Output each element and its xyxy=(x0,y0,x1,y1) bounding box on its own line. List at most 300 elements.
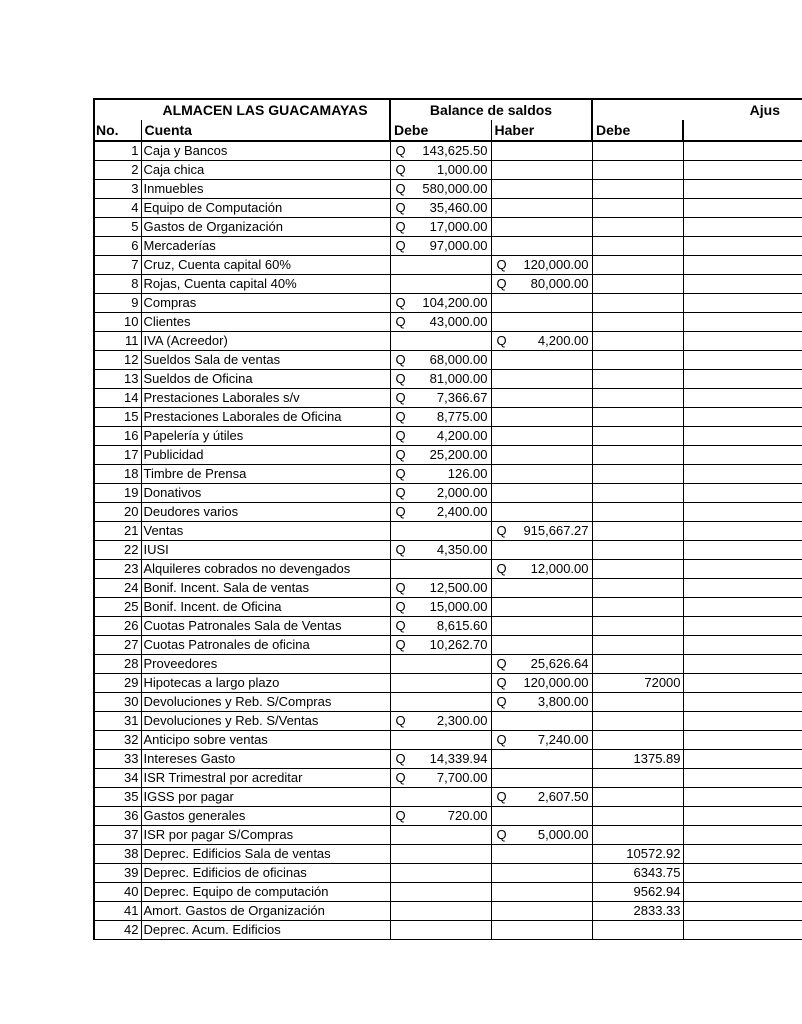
cell-debe[interactable] xyxy=(390,579,491,598)
cell-debe[interactable] xyxy=(390,902,491,921)
cell-cuenta[interactable]: ISR Trimestral por acreditar xyxy=(141,769,390,788)
cell-haber[interactable] xyxy=(491,408,592,427)
cell-adj-debe[interactable]: 10572.92 xyxy=(592,845,683,864)
spreadsheet xyxy=(93,98,781,956)
cell-haber[interactable] xyxy=(491,484,592,503)
cell-debe[interactable] xyxy=(390,465,491,484)
cell-cuenta[interactable]: Caja y Bancos xyxy=(141,141,390,161)
table-row xyxy=(94,598,802,617)
table-row xyxy=(94,674,802,693)
cell-debe[interactable] xyxy=(390,351,491,370)
cell-no[interactable]: 23 xyxy=(94,560,141,579)
cell-no[interactable]: 39 xyxy=(94,864,141,883)
cell-haber[interactable] xyxy=(491,389,592,408)
cell-adj-haber[interactable] xyxy=(683,180,802,199)
cell-haber[interactable] xyxy=(491,921,592,940)
cell-debe[interactable] xyxy=(390,560,491,579)
cell-cuenta[interactable]: Anticipo sobre ventas xyxy=(141,731,390,750)
cell-adj-debe[interactable] xyxy=(592,826,683,845)
table-row xyxy=(94,141,802,161)
cell-cuenta[interactable]: Clientes xyxy=(141,313,390,332)
cell-no[interactable]: 37 xyxy=(94,826,141,845)
cell-debe[interactable] xyxy=(390,864,491,883)
cell-debe[interactable] xyxy=(390,180,491,199)
cell-debe[interactable] xyxy=(390,845,491,864)
currency-symbol: Q xyxy=(395,751,406,766)
cell-adj-haber[interactable] xyxy=(683,218,802,237)
col-header-cuenta[interactable]: Cuenta xyxy=(141,120,390,141)
cell-adj-haber[interactable] xyxy=(683,921,802,940)
currency-symbol: Q xyxy=(395,162,406,177)
cell-cuenta[interactable]: Prestaciones Laborales de Oficina xyxy=(141,408,390,427)
cell-cuenta[interactable]: Inmuebles xyxy=(141,180,390,199)
cell-debe[interactable] xyxy=(390,731,491,750)
cell-adj-haber[interactable] xyxy=(683,655,802,674)
cell-haber[interactable] xyxy=(491,446,592,465)
cell-adj-haber[interactable] xyxy=(683,750,802,769)
currency-symbol: Q xyxy=(496,276,507,291)
cell-no[interactable]: 11 xyxy=(94,332,141,351)
cell-adj-debe[interactable] xyxy=(592,769,683,788)
currency-symbol: Q xyxy=(496,523,507,538)
cell-adj-debe[interactable] xyxy=(592,370,683,389)
cell-no[interactable]: 30 xyxy=(94,693,141,712)
cell-debe[interactable] xyxy=(390,522,491,541)
amount-value: 120,000.00 xyxy=(523,257,589,272)
cell-adj-haber[interactable] xyxy=(683,579,802,598)
cell-adj-debe[interactable]: 2833.33 xyxy=(592,902,683,921)
cell-adj-haber[interactable] xyxy=(683,161,802,180)
cell-cuenta[interactable]: Alquileres cobrados no devengados xyxy=(141,560,390,579)
table-row xyxy=(94,351,802,370)
cell-cuenta[interactable]: Papelería y útiles xyxy=(141,427,390,446)
currency-symbol: Q xyxy=(395,390,406,405)
cell-no[interactable]: 38 xyxy=(94,845,141,864)
amount-value: 580,000.00 xyxy=(422,181,488,196)
cell-haber[interactable] xyxy=(491,579,592,598)
col-header-adj-haber[interactable] xyxy=(683,120,802,141)
cell-no[interactable]: 21 xyxy=(94,522,141,541)
cell-adj-debe[interactable] xyxy=(592,503,683,522)
cell-cuenta[interactable]: Bonif. Incent. de Oficina xyxy=(141,598,390,617)
ajustes-group-header[interactable]: Ajus xyxy=(592,99,802,120)
cell-adj-debe[interactable] xyxy=(592,560,683,579)
cell-no[interactable]: 25 xyxy=(94,598,141,617)
cell-adj-debe[interactable] xyxy=(592,484,683,503)
cell-cuenta[interactable]: Mercaderías xyxy=(141,237,390,256)
cell-haber[interactable] xyxy=(491,598,592,617)
amount-value: 4,200.00 xyxy=(537,333,589,348)
cell-adj-debe[interactable] xyxy=(592,522,683,541)
cell-haber[interactable] xyxy=(491,845,592,864)
cell-haber[interactable] xyxy=(491,750,592,769)
cell-adj-debe[interactable] xyxy=(592,313,683,332)
cell-debe[interactable] xyxy=(390,826,491,845)
company-title[interactable]: ALMACEN LAS GUACAMAYAS xyxy=(141,99,390,120)
col-header-no[interactable]: No. xyxy=(94,120,141,141)
cell-haber[interactable] xyxy=(491,370,592,389)
cell-cuenta[interactable]: ISR por pagar S/Compras xyxy=(141,826,390,845)
cell-cuenta[interactable]: Deprec. Acum. Edificios xyxy=(141,921,390,940)
table-row xyxy=(94,731,802,750)
cell-haber[interactable] xyxy=(491,332,592,351)
cell-adj-debe[interactable] xyxy=(592,351,683,370)
cell-debe[interactable] xyxy=(390,389,491,408)
cell-haber[interactable] xyxy=(491,199,592,218)
currency-symbol: Q xyxy=(395,295,406,310)
amount-value: 2,000.00 xyxy=(436,485,488,500)
cell-adj-haber[interactable] xyxy=(683,826,802,845)
cell-adj-haber[interactable] xyxy=(683,807,802,826)
cell-haber[interactable] xyxy=(491,313,592,332)
header-row-2 xyxy=(94,120,802,141)
cell-adj-debe[interactable] xyxy=(592,655,683,674)
cell-haber[interactable] xyxy=(491,503,592,522)
cell-adj-haber[interactable] xyxy=(683,712,802,731)
cell-cuenta[interactable]: Sueldos Sala de ventas xyxy=(141,351,390,370)
cell-no[interactable]: 24 xyxy=(94,579,141,598)
cell-haber[interactable] xyxy=(491,807,592,826)
cell-haber[interactable] xyxy=(491,636,592,655)
cell-cuenta[interactable]: IGSS por pagar xyxy=(141,788,390,807)
cell-adj-debe[interactable] xyxy=(592,465,683,484)
cell-debe[interactable] xyxy=(390,484,491,503)
amount-value: 15,000.00 xyxy=(429,599,488,614)
cell-debe[interactable] xyxy=(390,218,491,237)
table-row xyxy=(94,864,802,883)
cell-adj-debe[interactable] xyxy=(592,541,683,560)
cell-cuenta[interactable]: Donativos xyxy=(141,484,390,503)
cell-cuenta[interactable]: Equipo de Computación xyxy=(141,199,390,218)
table-row xyxy=(94,712,802,731)
cell-cuenta[interactable]: Cuotas Patronales Sala de Ventas xyxy=(141,617,390,636)
cell-haber[interactable] xyxy=(491,826,592,845)
cell-adj-debe[interactable] xyxy=(592,199,683,218)
cell-no[interactable]: 10 xyxy=(94,313,141,332)
cell-adj-debe[interactable] xyxy=(592,389,683,408)
cell-no[interactable]: 20 xyxy=(94,503,141,522)
cell-no[interactable]: 40 xyxy=(94,883,141,902)
cell-debe[interactable] xyxy=(390,712,491,731)
cell-no[interactable]: 42 xyxy=(94,921,141,940)
cell-adj-haber[interactable] xyxy=(683,370,802,389)
cell-debe[interactable] xyxy=(390,408,491,427)
cell-adj-haber[interactable] xyxy=(683,617,802,636)
currency-symbol: Q xyxy=(395,409,406,424)
cell-haber[interactable] xyxy=(491,560,592,579)
cell-debe[interactable] xyxy=(390,655,491,674)
cell-adj-haber[interactable] xyxy=(683,141,802,161)
cell-haber[interactable] xyxy=(491,427,592,446)
cell-debe[interactable] xyxy=(390,788,491,807)
cell-debe[interactable] xyxy=(390,636,491,655)
cell-debe[interactable] xyxy=(390,769,491,788)
cell-adj-debe[interactable] xyxy=(592,180,683,199)
cell-adj-haber[interactable] xyxy=(683,560,802,579)
cell-cuenta[interactable]: Timbre de Prensa xyxy=(141,465,390,484)
cell-debe[interactable] xyxy=(390,199,491,218)
cell-adj-debe[interactable]: 1375.89 xyxy=(592,750,683,769)
cell-cuenta[interactable]: Deprec. Equipo de computación xyxy=(141,883,390,902)
cell-no[interactable]: 33 xyxy=(94,750,141,769)
cell-no[interactable]: 15 xyxy=(94,408,141,427)
cell-no[interactable]: 17 xyxy=(94,446,141,465)
cell-haber[interactable] xyxy=(491,788,592,807)
cell-debe[interactable] xyxy=(390,598,491,617)
cell-debe[interactable] xyxy=(390,693,491,712)
cell-cuenta[interactable]: Deprec. Edificios Sala de ventas xyxy=(141,845,390,864)
cell-adj-haber[interactable] xyxy=(683,389,802,408)
cell-no[interactable]: 12 xyxy=(94,351,141,370)
cell-haber[interactable] xyxy=(491,522,592,541)
cell-debe[interactable] xyxy=(390,256,491,275)
cell-adj-haber[interactable] xyxy=(683,845,802,864)
currency-symbol: Q xyxy=(496,656,507,671)
cell-adj-debe[interactable] xyxy=(592,693,683,712)
amount-value: 1,000.00 xyxy=(436,162,488,177)
currency-symbol: Q xyxy=(496,561,507,576)
cell-adj-haber[interactable] xyxy=(683,427,802,446)
cell-debe[interactable] xyxy=(390,275,491,294)
cell-haber[interactable] xyxy=(491,294,592,313)
cell-haber[interactable] xyxy=(491,712,592,731)
cell-adj-haber[interactable] xyxy=(683,484,802,503)
cell-debe[interactable] xyxy=(390,503,491,522)
cell-debe[interactable] xyxy=(390,921,491,940)
cell-haber[interactable] xyxy=(491,769,592,788)
cell-adj-haber[interactable] xyxy=(683,199,802,218)
col-header-haber[interactable]: Haber xyxy=(491,120,592,141)
cell-haber[interactable] xyxy=(491,902,592,921)
cell-adj-debe[interactable] xyxy=(592,294,683,313)
cell-no[interactable]: 18 xyxy=(94,465,141,484)
currency-symbol: Q xyxy=(395,618,406,633)
cell-adj-debe[interactable] xyxy=(592,807,683,826)
cell-no[interactable]: 5 xyxy=(94,218,141,237)
cell-no[interactable]: 4 xyxy=(94,199,141,218)
cell-cuenta[interactable]: Devoluciones y Reb. S/Compras xyxy=(141,693,390,712)
cell-adj-debe[interactable] xyxy=(592,712,683,731)
cell-adj-debe[interactable] xyxy=(592,788,683,807)
cell-haber[interactable] xyxy=(491,180,592,199)
cell-cuenta[interactable]: Amort. Gastos de Organización xyxy=(141,902,390,921)
cell-haber[interactable] xyxy=(491,275,592,294)
cell-cuenta[interactable]: Cuotas Patronales de oficina xyxy=(141,636,390,655)
cell-cuenta[interactable]: Cruz, Cuenta capital 60% xyxy=(141,256,390,275)
cell-adj-debe[interactable] xyxy=(592,237,683,256)
cell-adj-haber[interactable] xyxy=(683,674,802,693)
cell-adj-debe[interactable] xyxy=(592,598,683,617)
cell-adj-haber[interactable] xyxy=(683,636,802,655)
cell-adj-haber[interactable] xyxy=(683,332,802,351)
cell-cuenta[interactable]: IVA (Acreedor) xyxy=(141,332,390,351)
amount-value: 120,000.00 xyxy=(523,675,589,690)
cell-no[interactable]: 34 xyxy=(94,769,141,788)
cell-haber[interactable] xyxy=(491,465,592,484)
cell-haber[interactable] xyxy=(491,541,592,560)
cell-debe[interactable] xyxy=(390,141,491,161)
cell-haber[interactable] xyxy=(491,218,592,237)
cell-haber[interactable] xyxy=(491,693,592,712)
title-spacer[interactable] xyxy=(94,99,141,120)
cell-adj-debe[interactable] xyxy=(592,617,683,636)
currency-symbol: Q xyxy=(496,675,507,690)
cell-cuenta[interactable]: Publicidad xyxy=(141,446,390,465)
col-header-adj-debe[interactable]: Debe xyxy=(592,120,683,141)
cell-no[interactable]: 19 xyxy=(94,484,141,503)
cell-debe[interactable] xyxy=(390,541,491,560)
cell-haber[interactable] xyxy=(491,141,592,161)
cell-debe[interactable] xyxy=(390,332,491,351)
cell-debe[interactable] xyxy=(390,427,491,446)
cell-no[interactable]: 35 xyxy=(94,788,141,807)
cell-haber[interactable] xyxy=(491,161,592,180)
cell-cuenta[interactable]: Gastos generales xyxy=(141,807,390,826)
cell-haber[interactable] xyxy=(491,351,592,370)
cell-adj-debe[interactable]: 72000 xyxy=(592,674,683,693)
cell-haber[interactable] xyxy=(491,674,592,693)
cell-haber[interactable] xyxy=(491,655,592,674)
cell-adj-haber[interactable] xyxy=(683,313,802,332)
cell-adj-haber[interactable] xyxy=(683,351,802,370)
cell-adj-debe[interactable] xyxy=(592,579,683,598)
cell-cuenta[interactable]: Intereses Gasto xyxy=(141,750,390,769)
cell-cuenta[interactable]: Ventas xyxy=(141,522,390,541)
amount-value: 104,200.00 xyxy=(422,295,488,310)
cell-cuenta[interactable]: Bonif. Incent. Sala de ventas xyxy=(141,579,390,598)
cell-adj-debe[interactable]: 9562.94 xyxy=(592,883,683,902)
cell-adj-haber[interactable] xyxy=(683,408,802,427)
cell-no[interactable]: 7 xyxy=(94,256,141,275)
cell-adj-haber[interactable] xyxy=(683,541,802,560)
cell-haber[interactable] xyxy=(491,256,592,275)
cell-debe[interactable] xyxy=(390,446,491,465)
cell-no[interactable]: 22 xyxy=(94,541,141,560)
cell-adj-haber[interactable] xyxy=(683,522,802,541)
cell-no[interactable]: 1 xyxy=(94,141,141,161)
col-header-debe[interactable]: Debe xyxy=(390,120,491,141)
cell-haber[interactable] xyxy=(491,883,592,902)
table-row xyxy=(94,446,802,465)
cell-adj-haber[interactable] xyxy=(683,446,802,465)
cell-adj-debe[interactable] xyxy=(592,332,683,351)
cell-adj-haber[interactable] xyxy=(683,693,802,712)
cell-cuenta[interactable]: Sueldos de Oficina xyxy=(141,370,390,389)
cell-adj-debe[interactable] xyxy=(592,275,683,294)
cell-debe[interactable] xyxy=(390,313,491,332)
cell-cuenta[interactable]: Compras xyxy=(141,294,390,313)
cell-no[interactable]: 29 xyxy=(94,674,141,693)
cell-no[interactable]: 31 xyxy=(94,712,141,731)
cell-adj-haber[interactable] xyxy=(683,256,802,275)
cell-no[interactable]: 9 xyxy=(94,294,141,313)
cell-cuenta[interactable]: Deudores varios xyxy=(141,503,390,522)
cell-cuenta[interactable]: Caja chica xyxy=(141,161,390,180)
cell-adj-haber[interactable] xyxy=(683,237,802,256)
cell-adj-debe[interactable] xyxy=(592,141,683,161)
cell-cuenta[interactable]: Devoluciones y Reb. S/Ventas xyxy=(141,712,390,731)
cell-adj-haber[interactable] xyxy=(683,275,802,294)
amount-value: 7,240.00 xyxy=(537,732,589,747)
cell-adj-haber[interactable] xyxy=(683,465,802,484)
cell-no[interactable]: 13 xyxy=(94,370,141,389)
cell-adj-debe[interactable] xyxy=(592,427,683,446)
cell-adj-haber[interactable] xyxy=(683,883,802,902)
cell-adj-haber[interactable] xyxy=(683,864,802,883)
currency-symbol: Q xyxy=(395,713,406,728)
cell-no[interactable]: 3 xyxy=(94,180,141,199)
cell-adj-debe[interactable] xyxy=(592,731,683,750)
currency-symbol: Q xyxy=(395,580,406,595)
amount-value: 143,625.50 xyxy=(422,143,488,158)
cell-adj-debe[interactable] xyxy=(592,218,683,237)
cell-adj-haber[interactable] xyxy=(683,294,802,313)
cell-debe[interactable] xyxy=(390,370,491,389)
cell-no[interactable]: 8 xyxy=(94,275,141,294)
cell-no[interactable]: 28 xyxy=(94,655,141,674)
cell-adj-debe[interactable] xyxy=(592,408,683,427)
table-row xyxy=(94,883,802,902)
cell-no[interactable]: 6 xyxy=(94,237,141,256)
cell-debe[interactable] xyxy=(390,750,491,769)
cell-adj-debe[interactable] xyxy=(592,256,683,275)
table-row xyxy=(94,427,802,446)
currency-symbol: Q xyxy=(496,827,507,842)
cell-debe[interactable] xyxy=(390,883,491,902)
amount-value: 10,262.70 xyxy=(429,637,488,652)
cell-adj-haber[interactable] xyxy=(683,902,802,921)
cell-adj-haber[interactable] xyxy=(683,598,802,617)
cell-debe[interactable] xyxy=(390,161,491,180)
cell-haber[interactable] xyxy=(491,864,592,883)
cell-adj-debe[interactable] xyxy=(592,161,683,180)
cell-adj-haber[interactable] xyxy=(683,769,802,788)
cell-no[interactable]: 36 xyxy=(94,807,141,826)
cell-debe[interactable] xyxy=(390,294,491,313)
cell-no[interactable]: 14 xyxy=(94,389,141,408)
cell-cuenta[interactable]: Hipotecas a largo plazo xyxy=(141,674,390,693)
cell-no[interactable]: 32 xyxy=(94,731,141,750)
cell-adj-debe[interactable] xyxy=(592,921,683,940)
cell-haber[interactable] xyxy=(491,731,592,750)
cell-debe[interactable] xyxy=(390,237,491,256)
cell-haber[interactable] xyxy=(491,617,592,636)
cell-cuenta[interactable]: Proveedores xyxy=(141,655,390,674)
cell-no[interactable]: 41 xyxy=(94,902,141,921)
balance-group-header[interactable]: Balance de saldos xyxy=(390,99,592,120)
cell-cuenta[interactable]: Prestaciones Laborales s/v xyxy=(141,389,390,408)
cell-adj-haber[interactable] xyxy=(683,788,802,807)
cell-debe[interactable] xyxy=(390,674,491,693)
cell-cuenta[interactable]: Rojas, Cuenta capital 40% xyxy=(141,275,390,294)
cell-no[interactable]: 27 xyxy=(94,636,141,655)
cell-adj-debe[interactable] xyxy=(592,446,683,465)
cell-debe[interactable] xyxy=(390,807,491,826)
cell-no[interactable]: 2 xyxy=(94,161,141,180)
cell-adj-haber[interactable] xyxy=(683,503,802,522)
cell-cuenta[interactable]: Gastos de Organización xyxy=(141,218,390,237)
cell-no[interactable]: 16 xyxy=(94,427,141,446)
cell-cuenta[interactable]: IUSI xyxy=(141,541,390,560)
cell-cuenta[interactable]: Deprec. Edificios de oficinas xyxy=(141,864,390,883)
cell-haber[interactable] xyxy=(491,237,592,256)
cell-no[interactable]: 26 xyxy=(94,617,141,636)
cell-adj-debe[interactable]: 6343.75 xyxy=(592,864,683,883)
cell-debe[interactable] xyxy=(390,617,491,636)
cell-adj-debe[interactable] xyxy=(592,636,683,655)
table-row xyxy=(94,218,802,237)
cell-adj-haber[interactable] xyxy=(683,731,802,750)
